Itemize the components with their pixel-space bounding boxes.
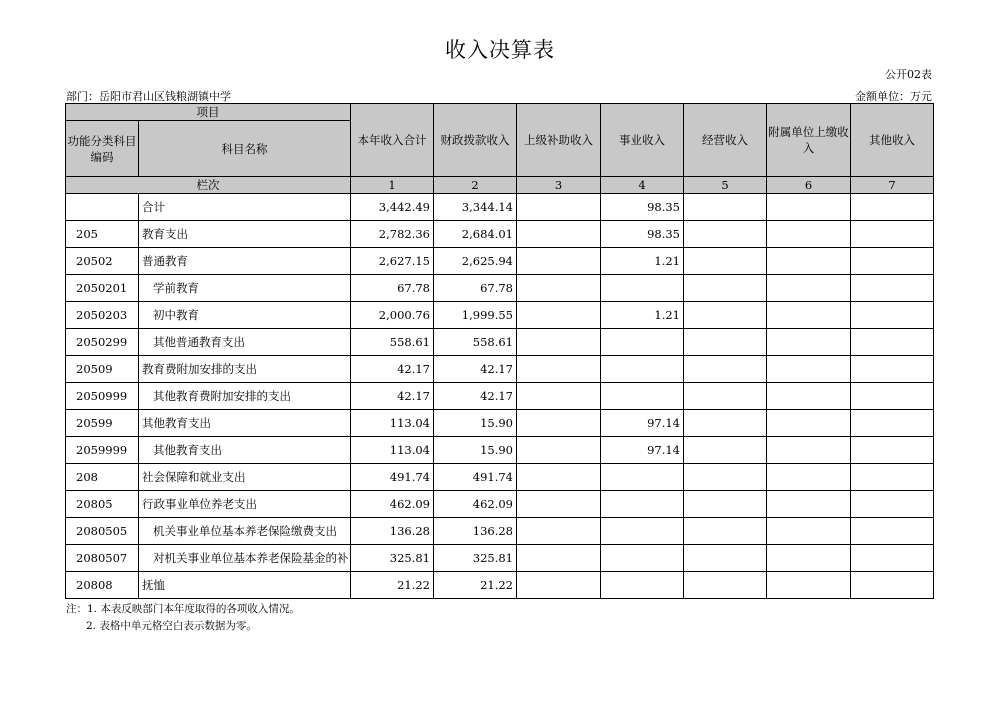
cell-total: 2,627.15: [351, 248, 434, 275]
cell-superior: [517, 194, 601, 221]
cell-func-code: 205: [66, 221, 139, 248]
cell-other: [851, 248, 934, 275]
table-row: [66, 356, 934, 383]
cell-superior: [517, 464, 601, 491]
cell-operating: [684, 194, 767, 221]
cell-fiscal: 558.61: [434, 329, 517, 356]
cell-fiscal: 21.22: [434, 572, 517, 599]
cell-affiliated: [767, 464, 851, 491]
cell-affiliated: [767, 491, 851, 518]
cell-superior: [517, 572, 601, 599]
cell-operating: [684, 248, 767, 275]
cell-fiscal: 3,344.14: [434, 194, 517, 221]
cell-subject-name: 其他教育支出: [139, 410, 351, 437]
cell-operating: [684, 572, 767, 599]
table-row: [66, 248, 934, 275]
cell-superior: [517, 356, 601, 383]
cell-operating: [684, 329, 767, 356]
cell-other: [851, 221, 934, 248]
cell-total: 113.04: [351, 410, 434, 437]
col-num: 7: [851, 177, 934, 194]
cell-fiscal: 325.81: [434, 545, 517, 572]
cell-subject-name: 初中教育: [139, 302, 351, 329]
cell-other: [851, 572, 934, 599]
col-num: 6: [767, 177, 851, 194]
cell-func-code: 2050299: [66, 329, 139, 356]
department-label: 部门：岳阳市君山区钱粮湖镇中学: [66, 90, 231, 103]
cell-operating: [684, 221, 767, 248]
cell-total: 42.17: [351, 356, 434, 383]
cell-affiliated: [767, 383, 851, 410]
header-subject-name: 科目名称: [139, 121, 351, 177]
cell-other: [851, 545, 934, 572]
cell-superior: [517, 437, 601, 464]
cell-operating: [684, 275, 767, 302]
header-business: 事业收入: [601, 104, 684, 177]
cell-business: 98.35: [601, 221, 684, 248]
cell-superior: [517, 248, 601, 275]
unit-label: 金额单位：万元: [855, 90, 932, 103]
cell-business: 1.21: [601, 302, 684, 329]
cell-business: 1.21: [601, 248, 684, 275]
cell-operating: [684, 491, 767, 518]
cell-business: [601, 383, 684, 410]
cell-superior: [517, 329, 601, 356]
cell-fiscal: 42.17: [434, 383, 517, 410]
table-row: [66, 410, 934, 437]
cell-func-code: 20805: [66, 491, 139, 518]
cell-superior: [517, 275, 601, 302]
cell-affiliated: [767, 356, 851, 383]
page-title: 收入决算表: [445, 38, 555, 62]
col-num: 4: [601, 177, 684, 194]
cell-subject-name: 教育费附加安排的支出: [139, 356, 351, 383]
cell-other: [851, 464, 934, 491]
header-total: 本年收入合计: [351, 104, 434, 177]
cell-affiliated: [767, 221, 851, 248]
cell-affiliated: [767, 545, 851, 572]
table-row: [66, 491, 934, 518]
cell-fiscal: 67.78: [434, 275, 517, 302]
cell-subject-name: 对机关事业单位基本养老保险基金的补: [139, 545, 351, 572]
cell-fiscal: 462.09: [434, 491, 517, 518]
col-num: 1: [351, 177, 434, 194]
cell-affiliated: [767, 437, 851, 464]
cell-other: [851, 410, 934, 437]
cell-func-code: 2059999: [66, 437, 139, 464]
cell-operating: [684, 437, 767, 464]
table-row: [66, 383, 934, 410]
cell-operating: [684, 302, 767, 329]
cell-other: [851, 491, 934, 518]
cell-subject-name: 其他教育支出: [139, 437, 351, 464]
header-superior: 上级补助收入: [517, 104, 601, 177]
income-table: [65, 103, 934, 599]
cell-affiliated: [767, 329, 851, 356]
table-row: [66, 221, 934, 248]
cell-business: 97.14: [601, 437, 684, 464]
table-body: [66, 194, 934, 599]
cell-other: [851, 194, 934, 221]
cell-superior: [517, 383, 601, 410]
cell-func-code: 20599: [66, 410, 139, 437]
cell-other: [851, 383, 934, 410]
cell-total: 67.78: [351, 275, 434, 302]
cell-fiscal: 15.90: [434, 437, 517, 464]
cell-affiliated: [767, 248, 851, 275]
cell-total: 42.17: [351, 383, 434, 410]
cell-affiliated: [767, 194, 851, 221]
table-row: [66, 545, 934, 572]
table-row: [66, 329, 934, 356]
cell-subject-name: 机关事业单位基本养老保险缴费支出: [139, 518, 351, 545]
table-row: [66, 572, 934, 599]
cell-superior: [517, 410, 601, 437]
cell-fiscal: 491.74: [434, 464, 517, 491]
cell-business: [601, 518, 684, 545]
cell-other: [851, 518, 934, 545]
cell-business: [601, 572, 684, 599]
cell-func-code: 2050999: [66, 383, 139, 410]
col-num: 2: [434, 177, 517, 194]
cell-fiscal: 136.28: [434, 518, 517, 545]
cell-subject-name: 抚恤: [139, 572, 351, 599]
col-num: 3: [517, 177, 601, 194]
cell-subject-name: 社会保障和就业支出: [139, 464, 351, 491]
cell-business: [601, 464, 684, 491]
note-2: 2. 表格中单元格空白表示数据为零。: [86, 620, 257, 632]
cell-affiliated: [767, 572, 851, 599]
cell-total: 3,442.49: [351, 194, 434, 221]
table-row: [66, 275, 934, 302]
cell-subject-name: 行政事业单位养老支出: [139, 491, 351, 518]
cell-fiscal: 15.90: [434, 410, 517, 437]
cell-subject-name: 合计: [139, 194, 351, 221]
header-affiliated: 附属单位上缴收入: [767, 104, 851, 177]
table-row: [66, 194, 934, 221]
cell-func-code: 208: [66, 464, 139, 491]
cell-superior: [517, 545, 601, 572]
cell-func-code: [66, 194, 139, 221]
cell-other: [851, 356, 934, 383]
cell-affiliated: [767, 302, 851, 329]
header-item: 项目: [66, 104, 351, 121]
header-lanci: 栏次: [66, 177, 351, 194]
cell-operating: [684, 545, 767, 572]
cell-operating: [684, 383, 767, 410]
cell-fiscal: 2,625.94: [434, 248, 517, 275]
cell-subject-name: 其他教育费附加安排的支出: [139, 383, 351, 410]
table-row: [66, 302, 934, 329]
header-func-code: 功能分类科目编码: [66, 121, 139, 177]
cell-subject-name: 学前教育: [139, 275, 351, 302]
cell-total: 2,000.76: [351, 302, 434, 329]
table-row: [66, 464, 934, 491]
cell-total: 325.81: [351, 545, 434, 572]
table-row: [66, 437, 934, 464]
cell-other: [851, 329, 934, 356]
cell-total: 558.61: [351, 329, 434, 356]
col-num: 5: [684, 177, 767, 194]
cell-func-code: 20502: [66, 248, 139, 275]
cell-total: 21.22: [351, 572, 434, 599]
cell-superior: [517, 302, 601, 329]
cell-other: [851, 437, 934, 464]
cell-superior: [517, 518, 601, 545]
cell-fiscal: 1,999.55: [434, 302, 517, 329]
cell-business: 97.14: [601, 410, 684, 437]
notes: [66, 601, 300, 635]
cell-business: [601, 356, 684, 383]
cell-business: [601, 545, 684, 572]
cell-superior: [517, 221, 601, 248]
cell-operating: [684, 410, 767, 437]
cell-other: [851, 302, 934, 329]
cell-total: 462.09: [351, 491, 434, 518]
cell-func-code: 2050203: [66, 302, 139, 329]
cell-func-code: 2080505: [66, 518, 139, 545]
note-1: 注：1. 本表反映部门本年度取得的各项收入情况。: [66, 603, 300, 615]
cell-total: 2,782.36: [351, 221, 434, 248]
cell-affiliated: [767, 275, 851, 302]
cell-func-code: 20808: [66, 572, 139, 599]
cell-business: [601, 491, 684, 518]
cell-subject-name: 普通教育: [139, 248, 351, 275]
cell-func-code: 20509: [66, 356, 139, 383]
cell-business: 98.35: [601, 194, 684, 221]
cell-operating: [684, 356, 767, 383]
form-code: 公开02表: [885, 68, 932, 81]
cell-subject-name: 其他普通教育支出: [139, 329, 351, 356]
cell-fiscal: 2,684.01: [434, 221, 517, 248]
cell-func-code: 2050201: [66, 275, 139, 302]
cell-affiliated: [767, 410, 851, 437]
cell-total: 136.28: [351, 518, 434, 545]
cell-business: [601, 329, 684, 356]
cell-total: 113.04: [351, 437, 434, 464]
cell-operating: [684, 518, 767, 545]
cell-func-code: 2080507: [66, 545, 139, 572]
cell-affiliated: [767, 518, 851, 545]
header-fiscal: 财政拨款收入: [434, 104, 517, 177]
header-other: 其他收入: [851, 104, 934, 177]
table-row: [66, 518, 934, 545]
cell-superior: [517, 491, 601, 518]
cell-business: [601, 275, 684, 302]
cell-total: 491.74: [351, 464, 434, 491]
cell-fiscal: 42.17: [434, 356, 517, 383]
cell-operating: [684, 464, 767, 491]
header-operating: 经营收入: [684, 104, 767, 177]
cell-subject-name: 教育支出: [139, 221, 351, 248]
cell-other: [851, 275, 934, 302]
